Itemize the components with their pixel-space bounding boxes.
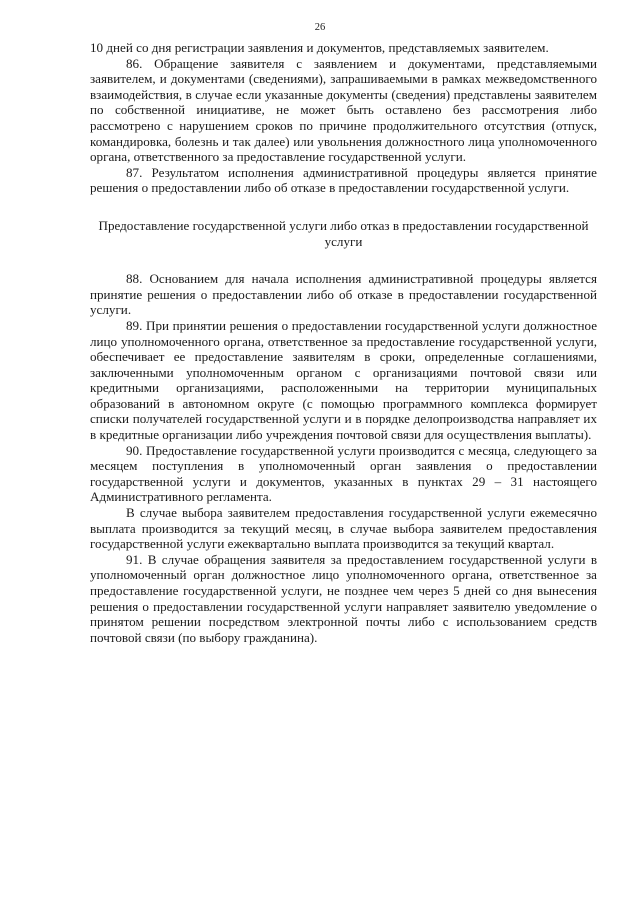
paragraph-87: 87. Результатом исполнения административной процедуры является принятие решения о предоставлении либо об отказе в предоставлении государственной услуги. — [90, 164, 597, 196]
page-number: 26 — [314, 22, 326, 33]
paragraph-90-note: В случае выбора заявителем предоставления государственной услуги ежемесячно выплата производится за текущий месяц, в случае выбора заявителем предоставления государственной услуги ежеквартально выплата производится за текущий квартал. — [90, 505, 597, 552]
paragraph-91: 91. В случае обращения заявителя за предоставлением государственной услуги в уполномоченный орган должностное лицо уполномоченного органа, ответственное за предоставление государственной услуги, не позднее чем через 5 дней со дня вынесения решения о предоставлении государственной услуги направляет заявителю уведомление о принятом решении посредством электронной почты либо с использованием средств почтовой связи (по выбору гражданина). — [90, 551, 597, 645]
paragraph-88: 88. Основанием для начала исполнения административной процедуры является принятие решения о предоставлении либо об отказе в предоставлении государственной услуги. — [90, 271, 597, 318]
section-heading: Предоставление государственной услуги либо отказ в предоставлении государственной услуги — [98, 217, 589, 249]
paragraph-89: 89. При принятии решения о предоставлении государственной услуги должностное лицо уполномоченного органа, ответственное за предоставление государственной услуги, обеспечивает ее предоставление заявителям в сроки, определенные соглашениями, заключенными уполномоченным органом с организациями почтовой связи или кредитными организациями, расположенными на территории муниципальных образований в автономном округе (с помощью программного комплекса формирует списки получателей государственной услуги и в порядке делопроизводства направляет их в кредитные организации либо учреждения почтовой связи для осуществления выплаты). — [90, 317, 597, 443]
paragraph-continuation: 10 дней со дня регистрации заявления и документов, представляемых заявителем. — [90, 40, 549, 55]
paragraph-86: 86. Обращение заявителя с заявлением и документами, представляемыми заявителем, и документами (сведениями), запрашиваемыми в рамках межведомственного взаимодействия, в случае если указанные документы (сведения) представлены заявителем по собственной инициативе, не может быть оставлено без рассмотрения либо рассмотрено с нарушением сроков по причине продолжительного отсутствия (отпуск, командировка, болезнь и так далее) или увольнения должностного лица уполномоченного органа, ответственного за предоставление государственной услуги. — [90, 55, 597, 165]
document-body — [90, 40, 597, 645]
paragraph-90: 90. Предоставление государственной услуги производится с месяца, следующего за месяцем поступления в уполномоченный орган заявления о предоставлении государственной услуги и документов, указанных в пунктах 29 – 31 настоящего Административного регламента. — [90, 442, 597, 505]
